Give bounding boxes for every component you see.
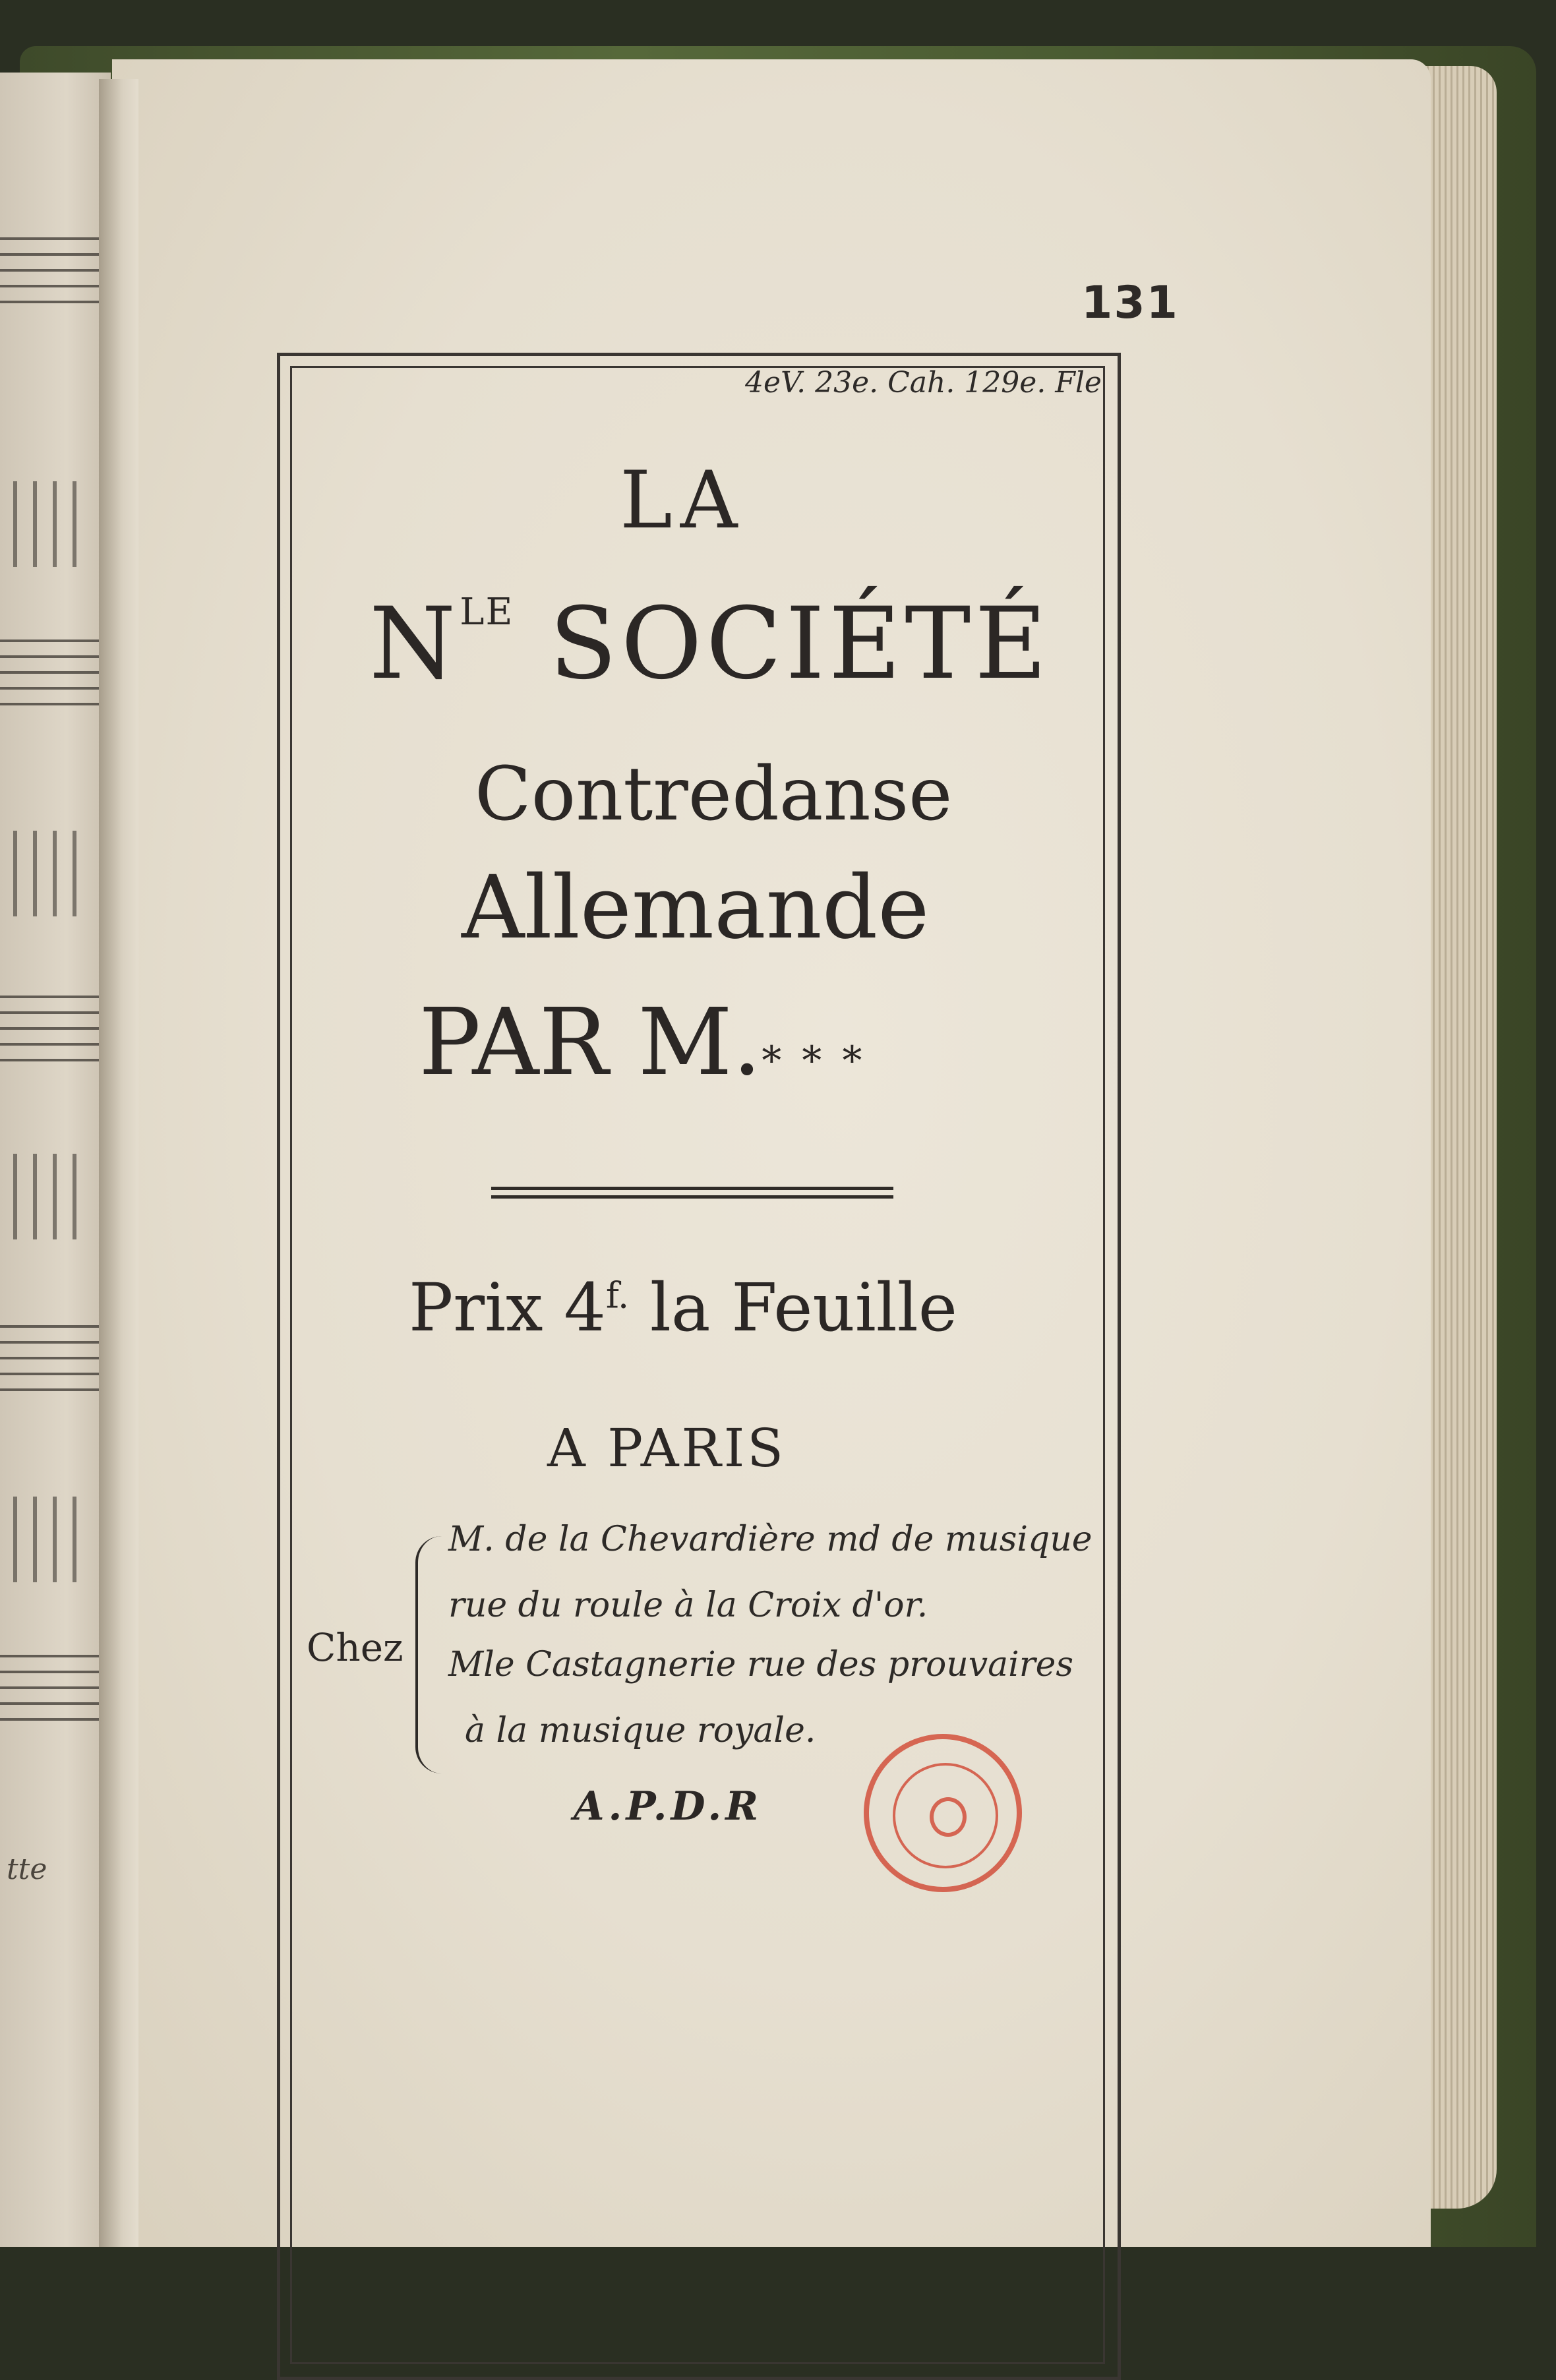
title-article: LA bbox=[620, 455, 746, 547]
author-stars: * * * bbox=[762, 1038, 866, 1084]
title-main bbox=[369, 587, 1051, 701]
price-prefix: Prix 4 bbox=[409, 1269, 606, 1346]
address-line: rue du roule à la Croix d'or. bbox=[448, 1586, 928, 1625]
page-gutter bbox=[99, 79, 138, 2247]
left-page-caption: tte bbox=[7, 1853, 47, 1886]
title-word: SOCIÉTÉ bbox=[549, 587, 1051, 701]
shelfmark: 4eV. 23e. Cah. 129e. Fle bbox=[745, 366, 1102, 400]
address-line: Mle Castagnerie rue des prouvaires bbox=[448, 1645, 1074, 1684]
author-prefix: PAR M. bbox=[419, 989, 762, 1096]
folio-number: 131 bbox=[1081, 277, 1179, 329]
city-line: A PARIS bbox=[547, 1417, 787, 1479]
address-line: à la musique royale. bbox=[465, 1711, 816, 1750]
title-abbr: N bbox=[369, 587, 460, 701]
price-sup: f. bbox=[605, 1274, 630, 1317]
author-line bbox=[419, 989, 866, 1096]
music-staff bbox=[0, 1325, 105, 1404]
music-staff bbox=[0, 996, 105, 1075]
left-facing-page bbox=[0, 73, 111, 2247]
music-notes bbox=[13, 481, 92, 567]
chez-label: Chez bbox=[307, 1625, 404, 1670]
price-line bbox=[409, 1269, 957, 1346]
double-rule-divider bbox=[491, 1187, 893, 1199]
music-notes bbox=[13, 1497, 92, 1582]
privilege-mark: A.P.D.R bbox=[574, 1783, 763, 1830]
music-notes bbox=[13, 1154, 92, 1239]
stamp-center bbox=[930, 1797, 967, 1837]
curly-brace bbox=[415, 1536, 444, 1773]
subtitle-allemande: Allemande bbox=[462, 857, 930, 959]
subtitle-contredanse: Contredanse bbox=[475, 752, 953, 837]
music-staff bbox=[0, 640, 105, 719]
music-staff bbox=[0, 1655, 105, 1734]
address-line: M. de la Chevardière md de musique bbox=[448, 1520, 1092, 1559]
music-notes bbox=[13, 831, 92, 916]
title-abbr-sup: LE bbox=[460, 591, 514, 634]
library-stamp-icon bbox=[864, 1734, 1022, 1892]
music-staff bbox=[0, 237, 105, 316]
price-suffix: la Feuille bbox=[629, 1269, 957, 1346]
